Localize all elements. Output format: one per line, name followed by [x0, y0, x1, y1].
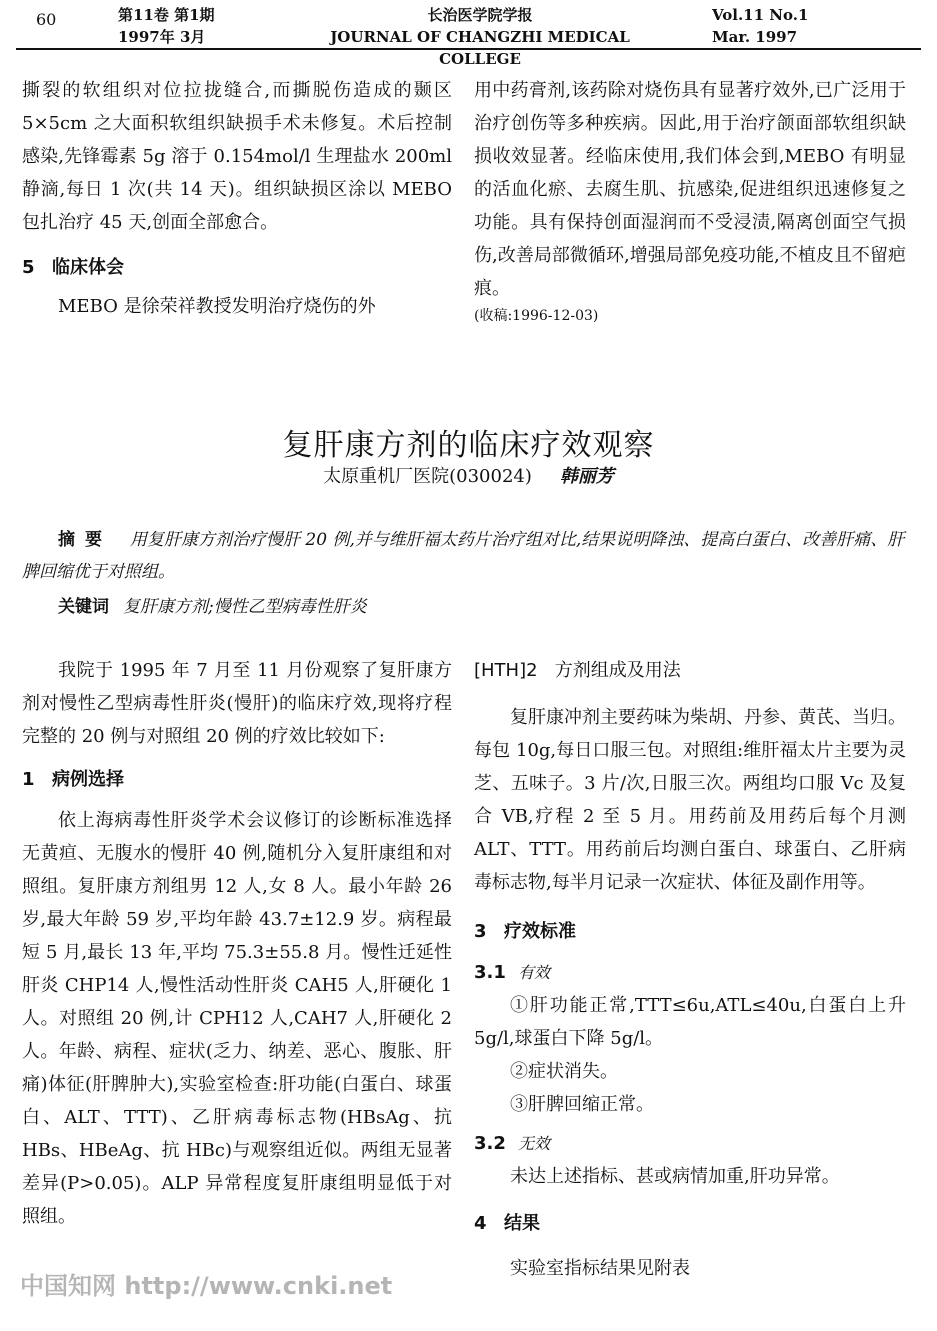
sec31-item2: ②症状消失。: [510, 1061, 618, 1082]
sec31-title: 有效: [518, 963, 551, 982]
sec1-title: 病例选择: [52, 769, 124, 790]
body-right-column: [474, 654, 906, 1285]
keywords-label: 关键词: [58, 597, 109, 617]
sec31-item3: ③肝脾回缩正常。: [510, 1094, 654, 1115]
sec2-heading: [474, 654, 906, 687]
sec31-num: 3.1: [474, 962, 506, 983]
prev-left-para1: 撕裂的软组织对位拉拢缝合,而撕脱伤造成的颞区 5×5cm 之大面积软组织缺损手术未修复。术后控制感染,先锋霉素 5g 溶于 0.154mol/l 生理盐水 200ml 静滴,每日 1 次(共 14 天)。组织缺损区涂以 MEBO 包扎治疗 45 天,创面全部愈合。: [22, 80, 452, 233]
sec1-heading: [22, 763, 452, 796]
volume-info-en: [712, 4, 808, 48]
prev-sec5-heading: [22, 251, 452, 284]
article-title: 复肝康方剂的临床疗效观察: [282, 428, 655, 463]
prev-article-left: [22, 74, 452, 323]
abstract-text: 用复肝康方剂治疗慢肝 20 例,并与维肝福太药片治疗组对比,结果说明降浊、提高白蛋白、改善肝痛、肝脾回缩优于对照组。: [22, 530, 905, 582]
sec32-title: 无效: [518, 1134, 551, 1153]
header-rule: [16, 48, 921, 50]
prev-right-para: 用中药膏剂,该药除对烧伤具有显著疗效外,已广泛用于治疗创伤等多种疾病。因此,用于治疗颌面部软组织缺损收效显著。经临床使用,我们体会到,MEBO 有明显的活血化瘀、去腐生肌、抗感染,促进组织迅速修复之功能。具有保持创面湿润而不受浸渍,隔离创面空气损伤,改善局部微循环,增强局部免疫功能,不植皮且不留疤痕。: [474, 80, 906, 299]
sec4-heading: [474, 1207, 906, 1240]
sec4-paragraph: 实验室指标结果见附表: [510, 1258, 690, 1279]
page-number: 60: [36, 10, 57, 29]
date-en: Mar. 1997: [712, 28, 798, 46]
sec3-heading: [474, 915, 906, 948]
sec1-num: 1: [22, 769, 35, 790]
cnki-watermark: 中国知网 http://www.cnki.net: [20, 1272, 393, 1300]
sec31-item1: ①肝功能正常,TTT≤6u,ATL≤40u,白蛋白上升 5g/l,球蛋白下降 5g/l。: [474, 995, 906, 1049]
sec2-title: 方剂组成及用法: [554, 660, 681, 681]
intro-paragraph: 我院于 1995 年 7 月至 11 月份观察了复肝康方剂对慢性乙型病毒性肝炎(慢肝)的临床疗效,现将疗程完整的 20 例与对照组 20 例的疗效比较如下:: [22, 660, 452, 747]
sec3-title: 疗效标准: [504, 921, 576, 942]
journal-cn: 长治医学院学报: [427, 6, 533, 24]
prev-left-para2: MEBO 是徐荣祥教授发明治疗烧伤的外: [58, 296, 376, 317]
date-cn: 1997年 3月: [118, 28, 206, 46]
keywords-text: 复肝康方剂;慢性乙型病毒性肝炎: [123, 597, 367, 617]
sec32-heading: [474, 1127, 906, 1160]
prev-article-right: [474, 74, 906, 325]
sec4-title: 结果: [504, 1213, 540, 1234]
volume-cn: 第11卷 第1期: [118, 6, 215, 24]
sec32-paragraph: 未达上述指标、甚或病情加重,肝功异常。: [510, 1166, 840, 1187]
sec2-paragraph: 复肝康冲剂主要药味为柴胡、丹参、黄芪、当归。每包 10g,每日口服三包。对照组:维肝福太片主要为灵芝、五味子。3 片/次,日服三次。两组均口服 Vc 及复合 VB,疗程 2 至 5 月。用药前及用药后每个月测 ALT、TTT。用药前后均测白蛋白、球蛋白、乙肝病毒标志物,每半月记录一次症状、体征及副作用等。: [474, 707, 906, 893]
prev-sec5-num: 5: [22, 257, 35, 278]
sec3-num: 3: [474, 921, 487, 942]
abstract-label: 摘要: [58, 530, 112, 550]
received-date: (收稿:1996-12-03): [474, 308, 599, 324]
sec4-num: 4: [474, 1213, 487, 1234]
keywords: [58, 592, 367, 622]
journal-name: [290, 4, 670, 70]
sec31-heading: [474, 956, 906, 989]
volume-en: Vol.11 No.1: [712, 6, 809, 24]
sec1-paragraph: 依上海病毒性肝炎学术会议修订的诊断标准选择无黄疸、无腹水的慢肝 40 例,随机分入复肝康组和对照组。复肝康方剂组男 12 人,女 8 人。最小年龄 26 岁,最大年龄 59 岁,平均年龄 43.7±12.9 岁。病程最短 5 月,最长 13 年,平均 75.3±55.8 月。慢性迁延性肝炎 CHP14 人,慢性活动性肝炎 CAH5 人,肝硬化 1 人。对照组 20 例,计 CPH12 人,CAH7 人,肝硬化 2 人。年龄、病程、症状(乏力、纳差、恶心、腹胀、肝痛)体征(肝脾肿大),实验室检查:肝功能(白蛋白、球蛋白、ALT、TTT)、乙肝病毒标志物(HBsAg、抗 HBs、HBeAg、抗 HBc)与观察组近似。两组无显著差异(P>0.05)。ALP 异常程度复肝康组明显低于对照组。: [22, 810, 452, 1227]
volume-info-cn: [118, 4, 215, 48]
journal-en: JOURNAL OF CHANGZHI MEDICAL COLLEGE: [330, 28, 630, 68]
prev-sec5-title: 临床体会: [52, 257, 124, 278]
body-left-column: [22, 654, 452, 1233]
affiliation-line: [0, 462, 937, 488]
affiliation: 太原重机厂医院(030024): [323, 466, 532, 487]
author: 韩丽芳: [559, 466, 614, 487]
sec32-num: 3.2: [474, 1133, 506, 1154]
abstract: [22, 524, 910, 588]
sec2-num: [HTH]2: [474, 660, 538, 681]
